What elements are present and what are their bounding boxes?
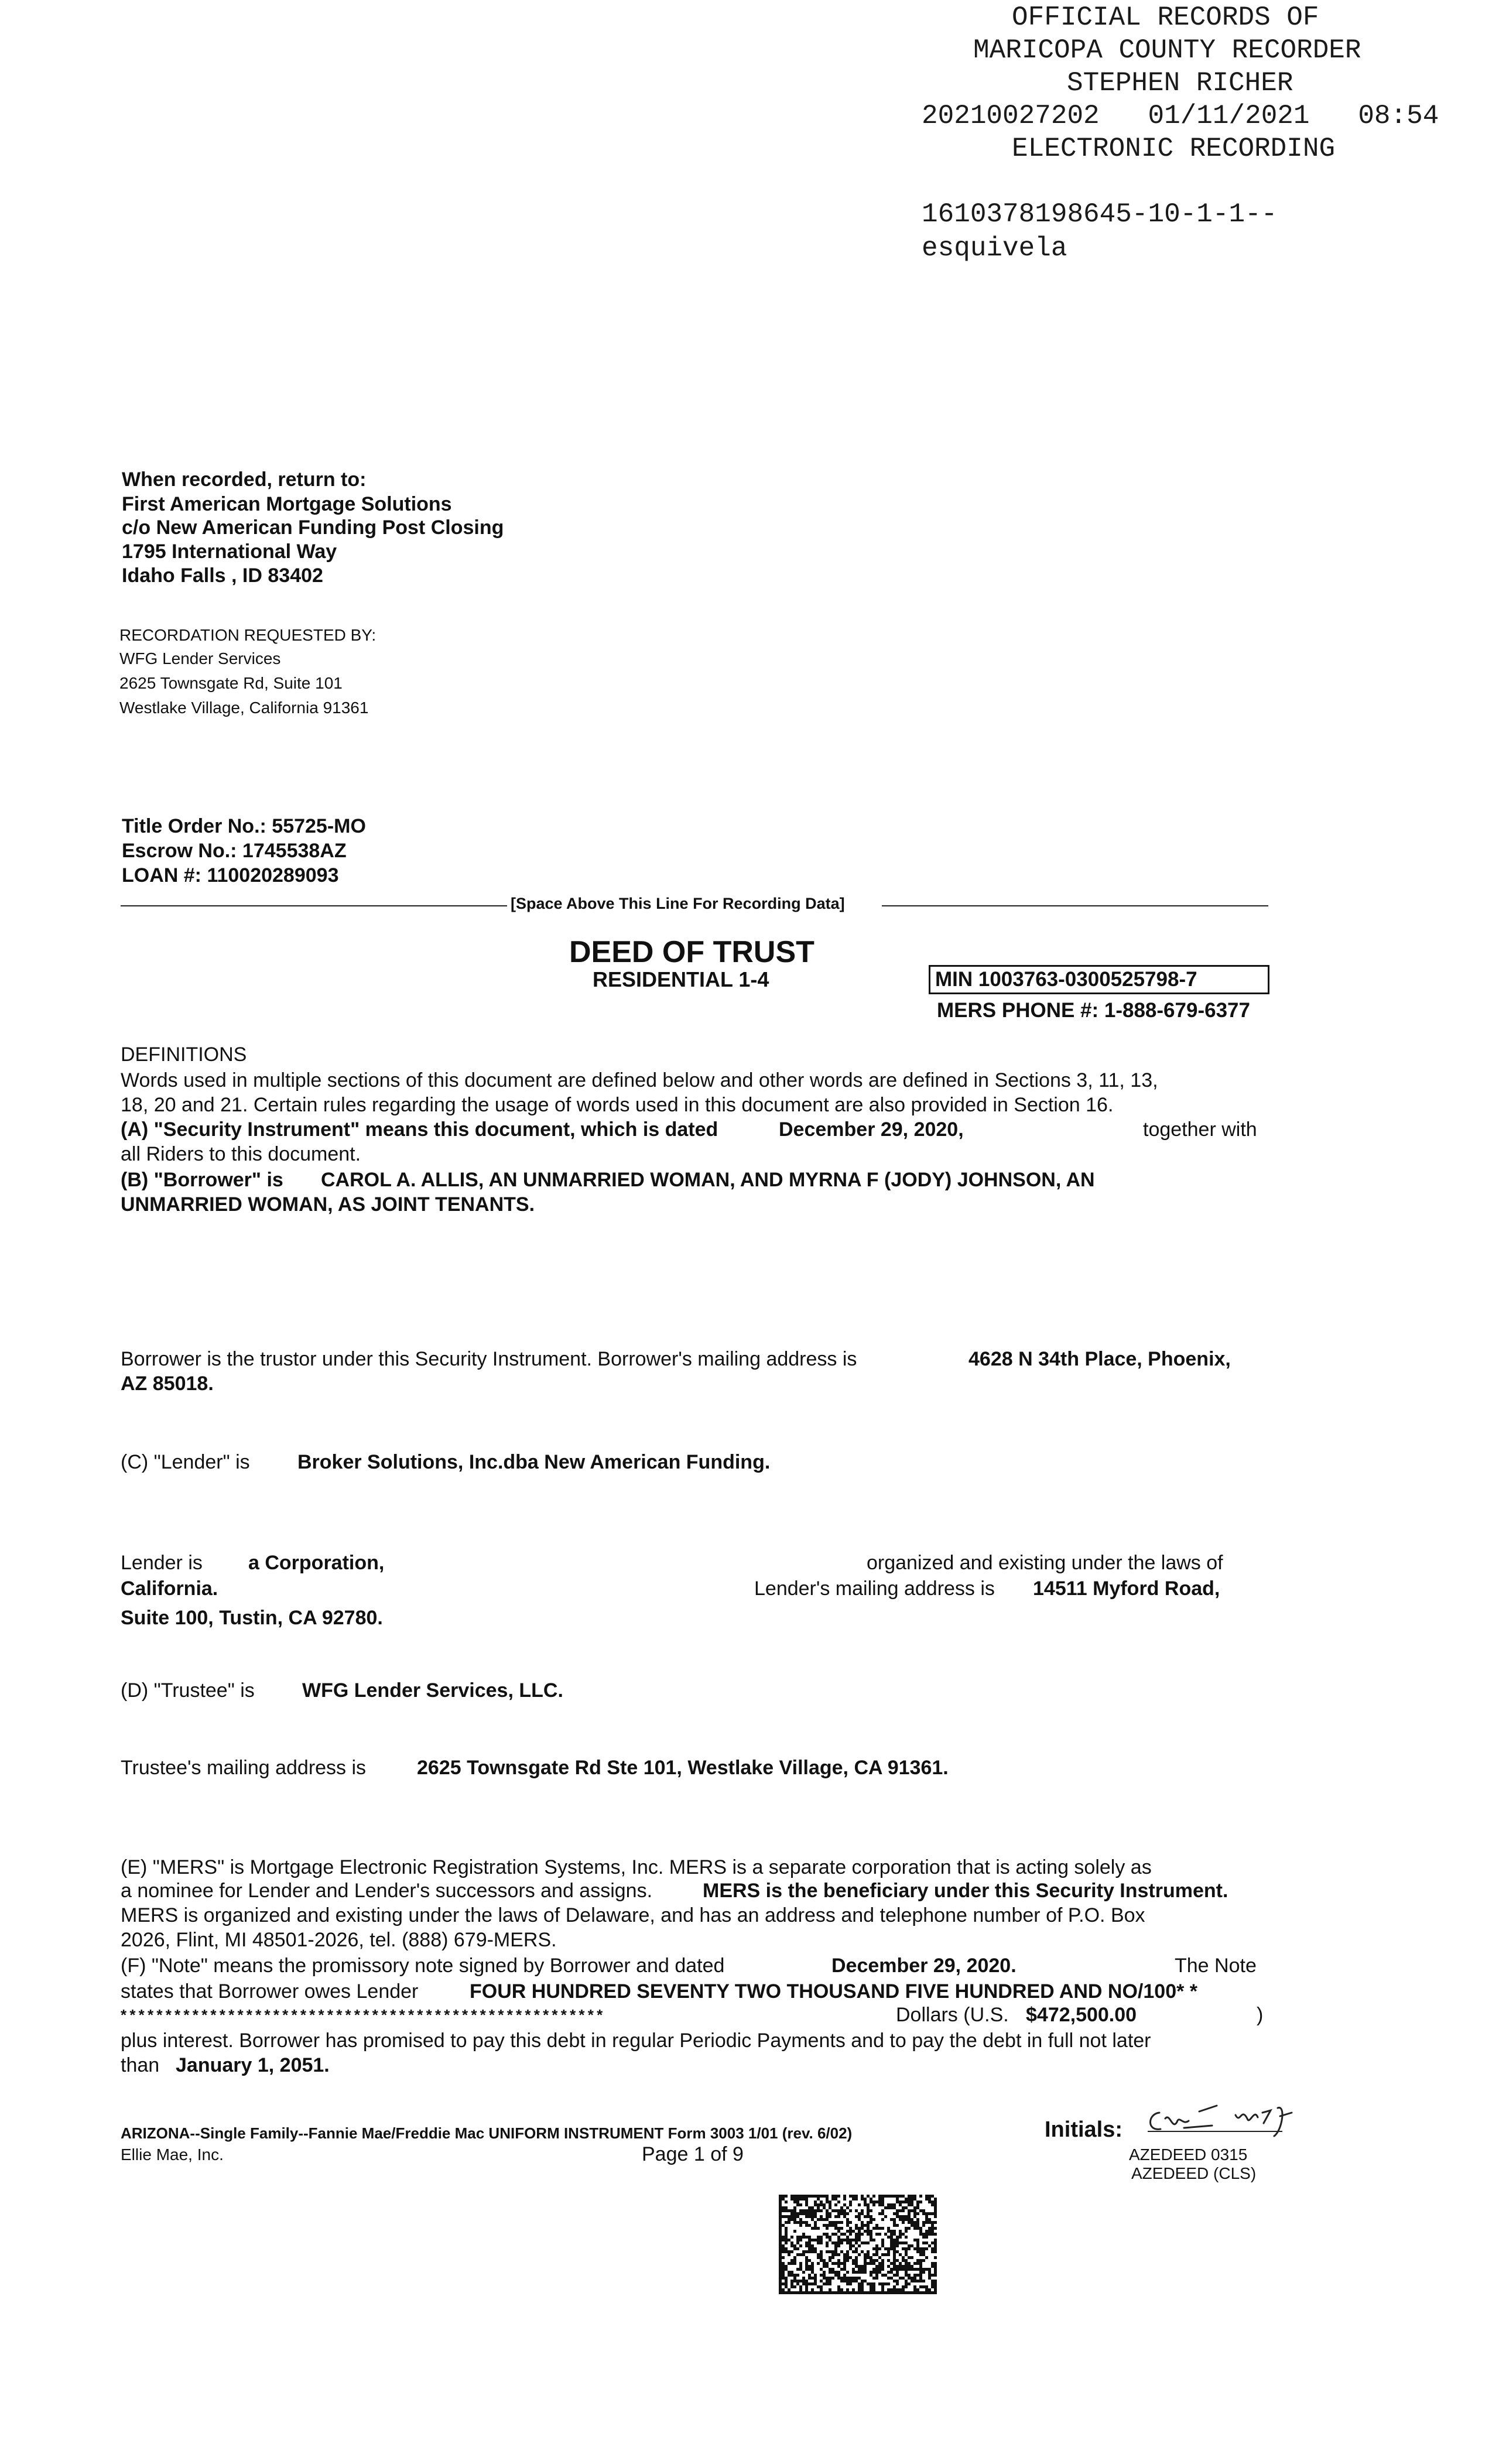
- borrower-address-text: Borrower is the trustor under this Security Instrument. Borrower's mailing address is: [121, 1348, 857, 1370]
- document-subtitle: RESIDENTIAL 1-4: [593, 967, 769, 991]
- borrower-address: 4628 N 34th Place, Phoenix,: [968, 1348, 1231, 1370]
- borrower-names: UNMARRIED WOMAN, AS JOINT TENANTS.: [121, 1193, 535, 1216]
- definition-a-riders: all Riders to this document.: [121, 1143, 361, 1165]
- dollars-close: ): [1257, 2004, 1264, 2026]
- recorder-stamp-line: OFFICIAL RECORDS OF: [1012, 2, 1319, 33]
- requested-by-line: 2625 Townsgate Rd, Suite 101: [119, 674, 343, 692]
- page-number: Page 1 of 9: [642, 2143, 744, 2165]
- definition-c-label: (C) "Lender" is: [121, 1451, 250, 1473]
- maturity-date: January 1, 2051.: [176, 2054, 330, 2076]
- amount-asterisk-fill: * * * * * * * * * * * * * * * * * * * * * * * * * * * * * * * * * * * * * * * * * * * * * * * * * * * * * *: [121, 2006, 603, 2024]
- dollars-label: Dollars (U.S.: [896, 2004, 1009, 2026]
- lender-address: Suite 100, Tustin, CA 92780.: [121, 1607, 383, 1629]
- divider-line-left: [121, 905, 507, 906]
- definition-f-interest: plus interest. Borrower has promised to pay this debt in regular Periodic Payments and to pay the debt in full not later: [121, 2030, 1151, 2052]
- return-to-line: Idaho Falls , ID 83402: [122, 564, 323, 587]
- document-title: DEED OF TRUST: [569, 935, 814, 969]
- tracking-number: 1610378198645-10-1-1--: [922, 199, 1278, 230]
- definition-b-label: (B) "Borrower" is: [121, 1169, 283, 1191]
- borrower-names: CAROL A. ALLIS, AN UNMARRIED WOMAN, AND MYRNA F (JODY) JOHNSON, AN: [321, 1169, 1095, 1191]
- lender-address: 14511 Myford Road,: [1033, 1577, 1220, 1600]
- return-to-heading: When recorded, return to:: [122, 468, 367, 491]
- lender-address-text: Lender's mailing address is: [754, 1577, 995, 1600]
- definition-f-owes: states that Borrower owes Lender: [121, 1980, 419, 2003]
- definitions-intro: 18, 20 and 21. Certain rules regarding the usage of words used in this document are also provided in Section 16.: [121, 1094, 1114, 1116]
- lender-is-text: Lender is: [121, 1552, 203, 1574]
- recorder-stamp-line: ELECTRONIC RECORDING: [1012, 134, 1336, 164]
- definition-e-text: MERS is organized and existing under the laws of Delaware, and has an address and telephone number of P.O. Box: [121, 1904, 1145, 1926]
- definitions-heading: DEFINITIONS: [121, 1043, 247, 1066]
- return-to-line: 1795 International Way: [122, 540, 337, 563]
- definition-a-label: (A) "Security Instrument" means this document, which is dated: [121, 1118, 718, 1141]
- definition-f-than: than: [121, 2054, 160, 2076]
- form-vendor: Ellie Mae, Inc.: [121, 2145, 224, 2164]
- return-to-line: c/o New American Funding Post Closing: [122, 516, 504, 539]
- form-code: AZEDEED 0315: [1129, 2145, 1248, 2164]
- escrow-number: Escrow No.: 1745538AZ: [122, 840, 347, 862]
- tracking-user: esquivela: [922, 233, 1067, 263]
- definition-d-label: (D) "Trustee" is: [121, 1679, 255, 1702]
- lender-entity-type: a Corporation,: [248, 1552, 385, 1574]
- definition-e-text: 2026, Flint, MI 48501-2026, tel. (888) 679-MERS.: [121, 1929, 557, 1951]
- borrower-address: AZ 85018.: [121, 1373, 214, 1395]
- recording-number-line: 20210027202 01/11/2021 08:54: [922, 101, 1439, 131]
- form-identifier: ARIZONA--Single Family--Fannie Mae/Freddie Mac UNIFORM INSTRUMENT Form 3003 1/01 (rev. 6/02): [121, 2124, 853, 2142]
- lender-name: Broker Solutions, Inc.dba New American Funding.: [297, 1451, 771, 1473]
- trustee-address-text: Trustee's mailing address is: [121, 1757, 367, 1779]
- recording-data-divider: [Space Above This Line For Recording Data]: [511, 895, 845, 912]
- security-instrument-date: December 29, 2020,: [779, 1118, 964, 1141]
- loan-amount: $472,500.00: [1026, 2004, 1137, 2026]
- loan-amount-words: FOUR HUNDRED SEVENTY TWO THOUSAND FIVE HUNDRED AND NO/100* *: [470, 1980, 1198, 2003]
- lender-state: California.: [121, 1577, 218, 1600]
- trustee-name: WFG Lender Services, LLC.: [302, 1679, 563, 1702]
- form-code: AZEDEED (CLS): [1131, 2164, 1257, 2182]
- definition-f-the-note: The Note: [1175, 1955, 1257, 1977]
- loan-number: LOAN #: 110020289093: [122, 864, 339, 887]
- definitions-intro: Words used in multiple sections of this document are defined below and other words are defined in Sections 3, 11, 13,: [121, 1069, 1158, 1091]
- divider-line-right: [882, 905, 1268, 906]
- initials-signature: [1142, 2095, 1312, 2142]
- lender-organized-text: organized and existing under the laws of: [867, 1552, 1223, 1574]
- definition-f-label: (F) "Note" means the promissory note signed by Borrower and dated: [121, 1955, 725, 1977]
- initials-label: Initials:: [1045, 2117, 1123, 2142]
- note-date: December 29, 2020.: [831, 1955, 1017, 1977]
- title-order-number: Title Order No.: 55725-MO: [122, 815, 366, 837]
- mers-phone: MERS PHONE #: 1-888-679-6377: [937, 999, 1250, 1022]
- document-barcode: [779, 2195, 937, 2294]
- definition-e-text: a nominee for Lender and Lender's successors and assigns.: [121, 1880, 653, 1902]
- recorder-stamp-line: STEPHEN RICHER: [1067, 68, 1293, 98]
- requested-by-line: Westlake Village, California 91361: [119, 699, 369, 717]
- min-number-box: MIN 1003763-0300525798-7: [929, 965, 1269, 994]
- definition-a-together: together with: [1143, 1118, 1257, 1141]
- requested-by-line: WFG Lender Services: [119, 649, 281, 668]
- definition-e-text: (E) "MERS" is Mortgage Electronic Registration Systems, Inc. MERS is a separate corporation that is acting solely as: [121, 1856, 1152, 1878]
- mers-beneficiary-statement: MERS is the beneficiary under this Security Instrument.: [703, 1880, 1228, 1902]
- return-to-line: First American Mortgage Solutions: [122, 493, 452, 515]
- requested-by-heading: RECORDATION REQUESTED BY:: [119, 626, 377, 644]
- recorder-stamp-line: MARICOPA COUNTY RECORDER: [973, 35, 1361, 66]
- trustee-address: 2625 Townsgate Rd Ste 101, Westlake Village, CA 91361.: [417, 1757, 949, 1779]
